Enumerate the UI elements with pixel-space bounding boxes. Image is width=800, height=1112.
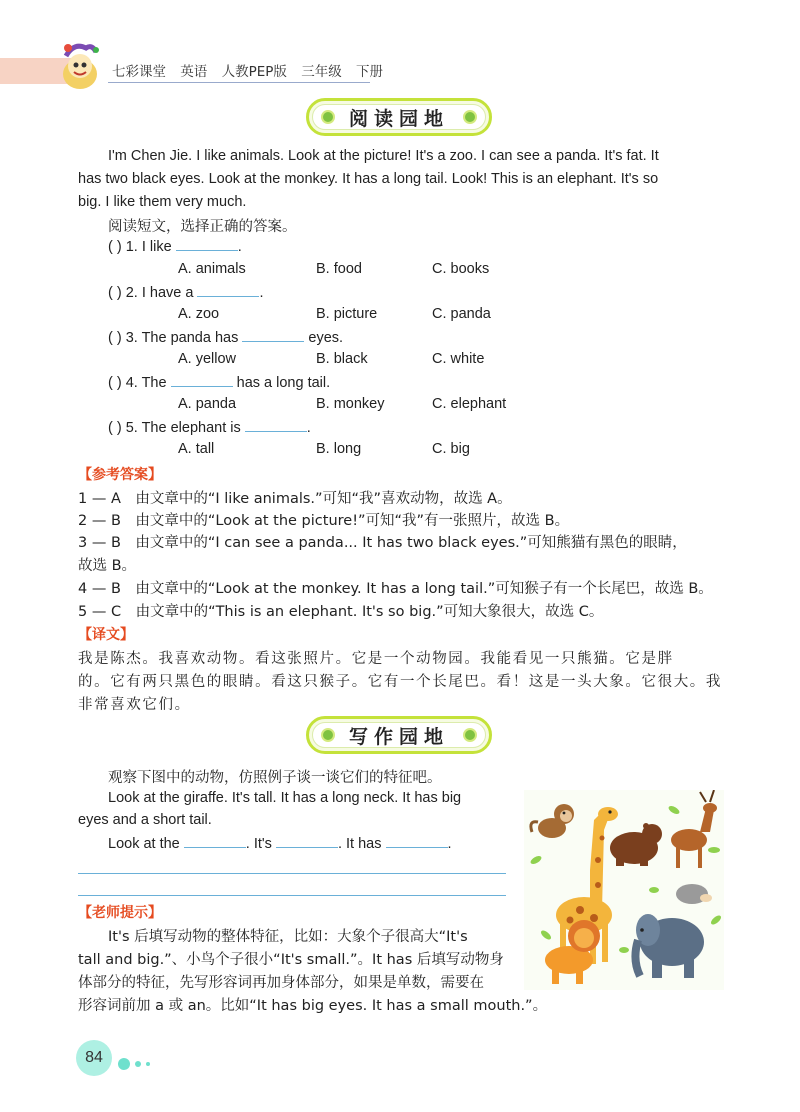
q4-option-a: A. panda [178,396,237,412]
animals-illustration [524,790,724,990]
question-1 [108,238,242,255]
question-3 [108,329,343,346]
answer-paren[interactable]: ( ) [108,285,122,301]
page-dot [118,1058,130,1070]
example-line-1: Look at the giraffe. It's tall. It has a long neck. It has big [108,790,462,806]
tip-line-2: tall and big.”、小鸟个子很小“It's small.”。It has 后填写动物身 [78,952,504,968]
question-text: 4. The [125,375,167,391]
answer-line-3: 3 — B 由文章中的“I can see a panda... It has two black eyes.”可知熊猫有黑色的眼睛， [78,535,687,551]
page-dot [135,1061,141,1067]
question-text-end: . [259,285,264,301]
header-volume: 下册 [356,64,383,80]
header-series: 七彩课堂 [112,64,166,80]
question-5 [108,419,311,436]
question-text-end: eyes. [308,330,344,346]
q2-option-b: B. picture [316,306,378,322]
question-text: 2. I have a [125,285,194,301]
example-line-2: eyes and a short tail. [78,812,212,828]
header-title [112,60,393,80]
answer-paren[interactable]: ( ) [108,330,122,346]
answer-paren[interactable]: ( ) [108,420,122,436]
reading-title: 阅读园地 [348,107,449,130]
writing-instruction: 观察下图中的动物，仿照例子谈一谈它们的特征吧。 [108,770,442,786]
dot-icon [321,728,335,742]
header-edition: 人教PEP版 [221,64,287,80]
template-text: . It's [245,836,272,852]
writing-section-title [306,716,492,754]
teacher-tip-label: 【老师提示】 [78,905,162,921]
header-subject: 英语 [180,64,208,80]
q1-option-b: B. food [316,261,362,277]
question-text: 1. I like [125,239,172,255]
q3-option-b: B. black [316,351,368,367]
mascot-logo [52,36,108,92]
q5-option-c: C. big [432,441,470,457]
template-text: . It has [337,836,382,852]
passage-line-1: I'm Chen Jie. I like animals. Look at the picture! It's a zoo. I can see a panda. It's fat. It [108,148,659,164]
passage-line-3: big. I like them very much. [78,194,247,210]
blank[interactable] [242,329,304,342]
answer-line-1: 1 — A 由文章中的“I like animals.”可知“我”喜欢动物，故选 A。 [78,491,512,507]
translation-line-3: 非常喜欢它们。 [78,697,191,713]
blank[interactable] [245,419,307,432]
question-text-end: . [306,420,311,436]
dot-icon [321,110,335,124]
writing-line-2[interactable] [78,895,506,896]
question-text-end: has a long tail. [236,375,331,391]
answer-paren[interactable]: ( ) [108,239,122,255]
template-text: Look at the [108,836,180,852]
tip-line-3: 体部分的特征，先写形容词再加身体部分，如果是单数，需要在 [78,975,484,991]
writing-title: 写作园地 [348,725,449,748]
tip-line-4: 形容词前加 a 或 an。比如“It has big eyes. It has a small mouth.”。 [78,998,548,1014]
reading-section-title [306,98,492,136]
answer-paren[interactable]: ( ) [108,375,122,391]
q1-option-a: A. animals [178,261,246,277]
tip-line-1: It's 后填写动物的整体特征，比如：大象个子很高大“It's [108,929,468,945]
q5-option-b: B. long [316,441,362,457]
page-dot [146,1062,150,1066]
question-4 [108,374,330,391]
reading-instruction: 阅读短文，选择正确的答案。 [108,219,297,235]
blank[interactable] [197,284,259,297]
writing-line-1[interactable] [78,873,506,874]
feature-blank[interactable] [276,835,338,848]
question-text-end: . [237,239,242,255]
answer-line-5: 5 — C 由文章中的“This is an elephant. It's so big.”可知大象很大，故选 C。 [78,604,604,620]
template-text: . [447,836,452,852]
header-divider [108,82,370,83]
q2-option-c: C. panda [432,306,491,322]
q1-option-c: C. books [432,261,490,277]
q4-option-b: B. monkey [316,396,385,412]
header-grade: 三年级 [301,64,342,80]
question-text: 3. The panda has [125,330,239,346]
translation-label: 【译文】 [78,627,134,643]
translation-line-2: 的。它有两只黑色的眼睛。看这只猴子。它有一个长尾巴。看！这是一头大象。它很大。我 [78,674,722,690]
answer-line-4: 4 — B 由文章中的“Look at the monkey. It has a long tail.”可知猴子有一个长尾巴，故选 B。 [78,581,713,597]
q4-option-c: C. elephant [432,396,507,412]
passage-line-2: has two black eyes. Look at the monkey. It has a long tail. Look! This is an elephant. It's so [78,171,659,187]
page-number: 84 [76,1040,112,1076]
question-text: 5. The elephant is [125,420,241,436]
blank[interactable] [176,238,238,251]
q2-option-a: A. zoo [178,306,220,322]
q3-option-c: C. white [432,351,485,367]
answer-line-2: 2 — B 由文章中的“Look at the picture!”可知“我”有一张照片，故选 B。 [78,513,570,529]
body-part-blank[interactable] [386,835,448,848]
question-2 [108,284,264,301]
blank[interactable] [171,374,233,387]
answers-label: 【参考答案】 [78,467,162,483]
q5-option-a: A. tall [178,441,215,457]
translation-line-1: 我是陈杰。我喜欢动物。看这张照片。它是一个动物园。我能看见一只熊猫。它是胖 [78,651,674,667]
animal-blank[interactable] [184,835,246,848]
dot-icon [463,728,477,742]
writing-template [108,835,452,852]
dot-icon [463,110,477,124]
answer-line-3b: 故选 B。 [78,558,137,574]
q3-option-a: A. yellow [178,351,237,367]
